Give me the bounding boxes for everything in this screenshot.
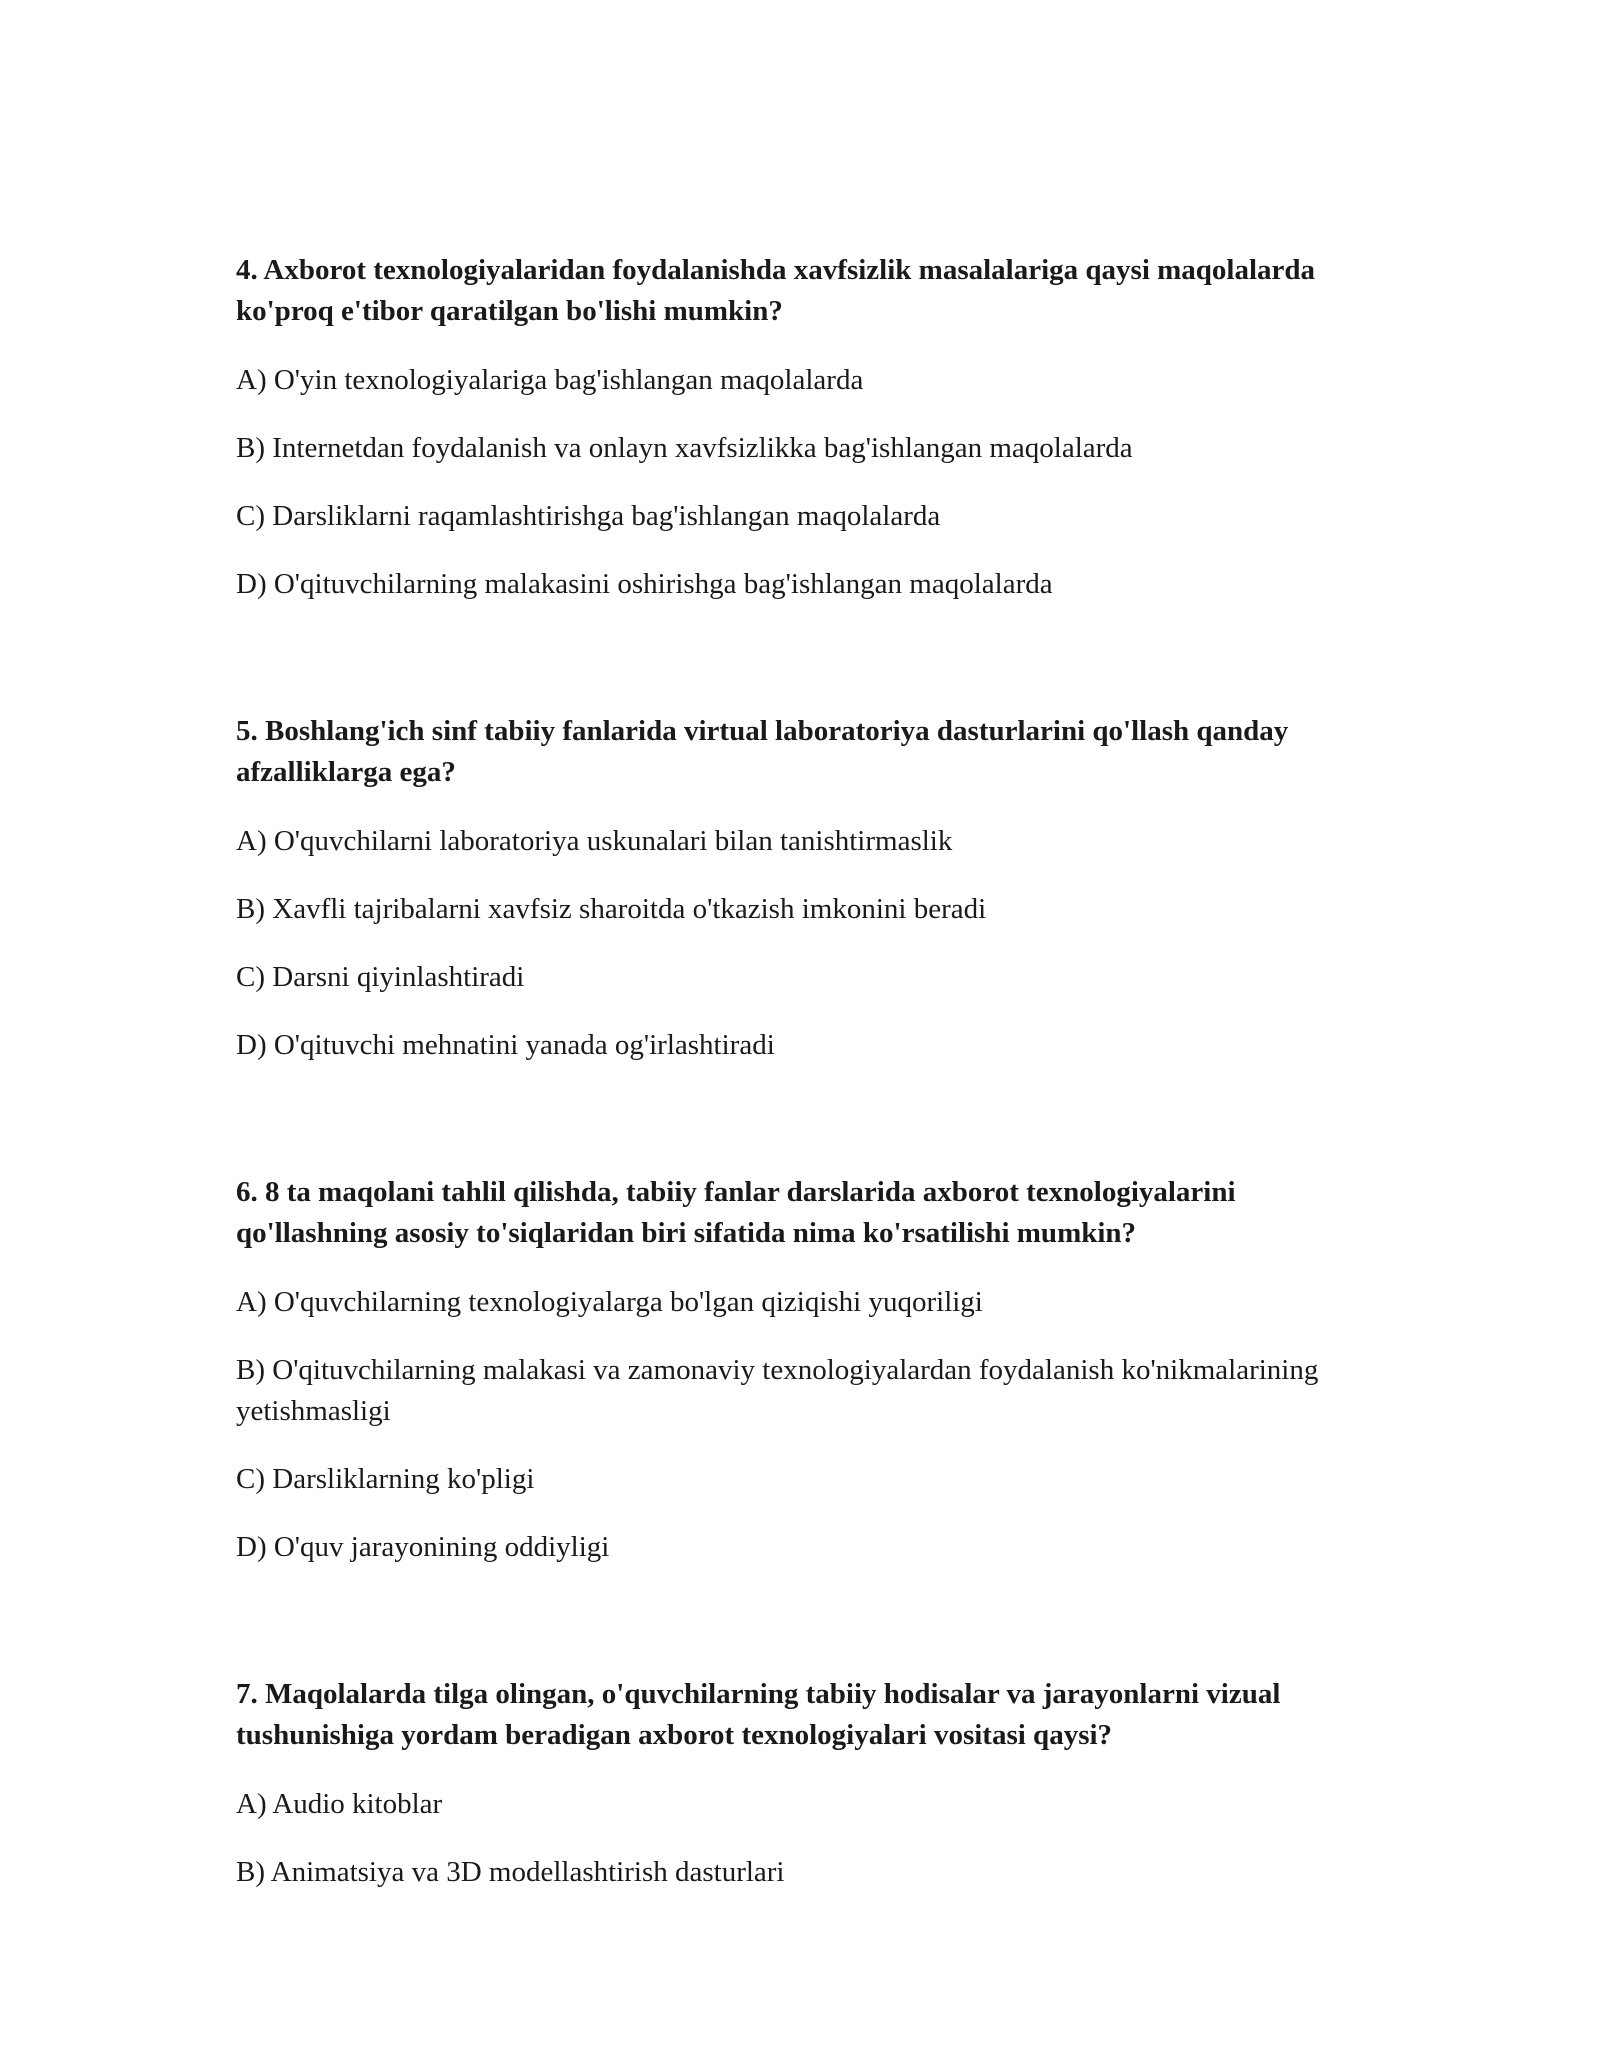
answer-option: D) O'qituvchilarning malakasini oshirishga bag'ishlangan maqolalarda [236,568,1053,600]
question-text: 7. Maqolalarda tilga olingan, o'quvchilarning tabiiy hodisalar va jarayonlarni vizual tushunishiga yordam beradigan axborot texnologiyalari vositasi qaysi? [236,1678,1281,1751]
answer-options [236,360,1366,605]
document-page [236,250,1366,1893]
answer-option: D) O'quv jarayonining oddiyligi [236,1531,610,1563]
answer-option: B) Internetdan foydalanish va onlayn xavfsizlikka bag'ishlangan maqolalarda [236,432,1133,464]
answer-option: C) Darsliklarni raqamlashtirishga bag'ishlangan maqolalarda [236,500,941,532]
question-block [236,1172,1366,1568]
question-block [236,711,1366,1066]
answer-option: B) Animatsiya va 3D modellashtirish dasturlari [236,1856,785,1888]
answer-option: A) O'yin texnologiyalariga bag'ishlangan maqolalarda [236,364,864,396]
answer-option: C) Darsni qiyinlashtiradi [236,961,525,993]
answer-options [236,821,1366,1066]
answer-option: B) Xavfli tajribalarni xavfsiz sharoitda o'tkazish imkonini beradi [236,893,987,925]
answer-option: A) O'quvchilarning texnologiyalarga bo'lgan qiziqishi yuqoriligi [236,1286,983,1318]
question-block [236,1674,1366,1893]
answer-option: B) O'qituvchilarning malakasi va zamonaviy texnologiyalardan foydalanish ko'nikmalarining yetishmasligi [236,1354,1319,1427]
question-text: 4. Axborot texnologiyalaridan foydalanishda xavfsizlik masalalariga qaysi maqolalarda ko'proq e'tibor qaratilgan bo'lishi mumkin? [236,254,1316,327]
answer-options [236,1784,1366,1893]
answer-options [236,1282,1366,1568]
question-text: 6. 8 ta maqolani tahlil qilishda, tabiiy fanlar darslarida axborot texnologiyalarini qo'llashning asosiy to'siqlaridan biri sifatida nima ko'rsatilishi mumkin? [236,1176,1236,1249]
answer-option: A) O'quvchilarni laboratoriya uskunalari bilan tanishtirmaslik [236,825,953,857]
question-block [236,250,1366,605]
answer-option: C) Darsliklarning ko'pligi [236,1463,535,1495]
answer-option: D) O'qituvchi mehnatini yanada og'irlashtiradi [236,1029,775,1061]
answer-option: A) Audio kitoblar [236,1788,443,1820]
question-text: 5. Boshlang'ich sinf tabiiy fanlarida virtual laboratoriya dasturlarini qo'llash qanday afzalliklarga ega? [236,715,1289,788]
